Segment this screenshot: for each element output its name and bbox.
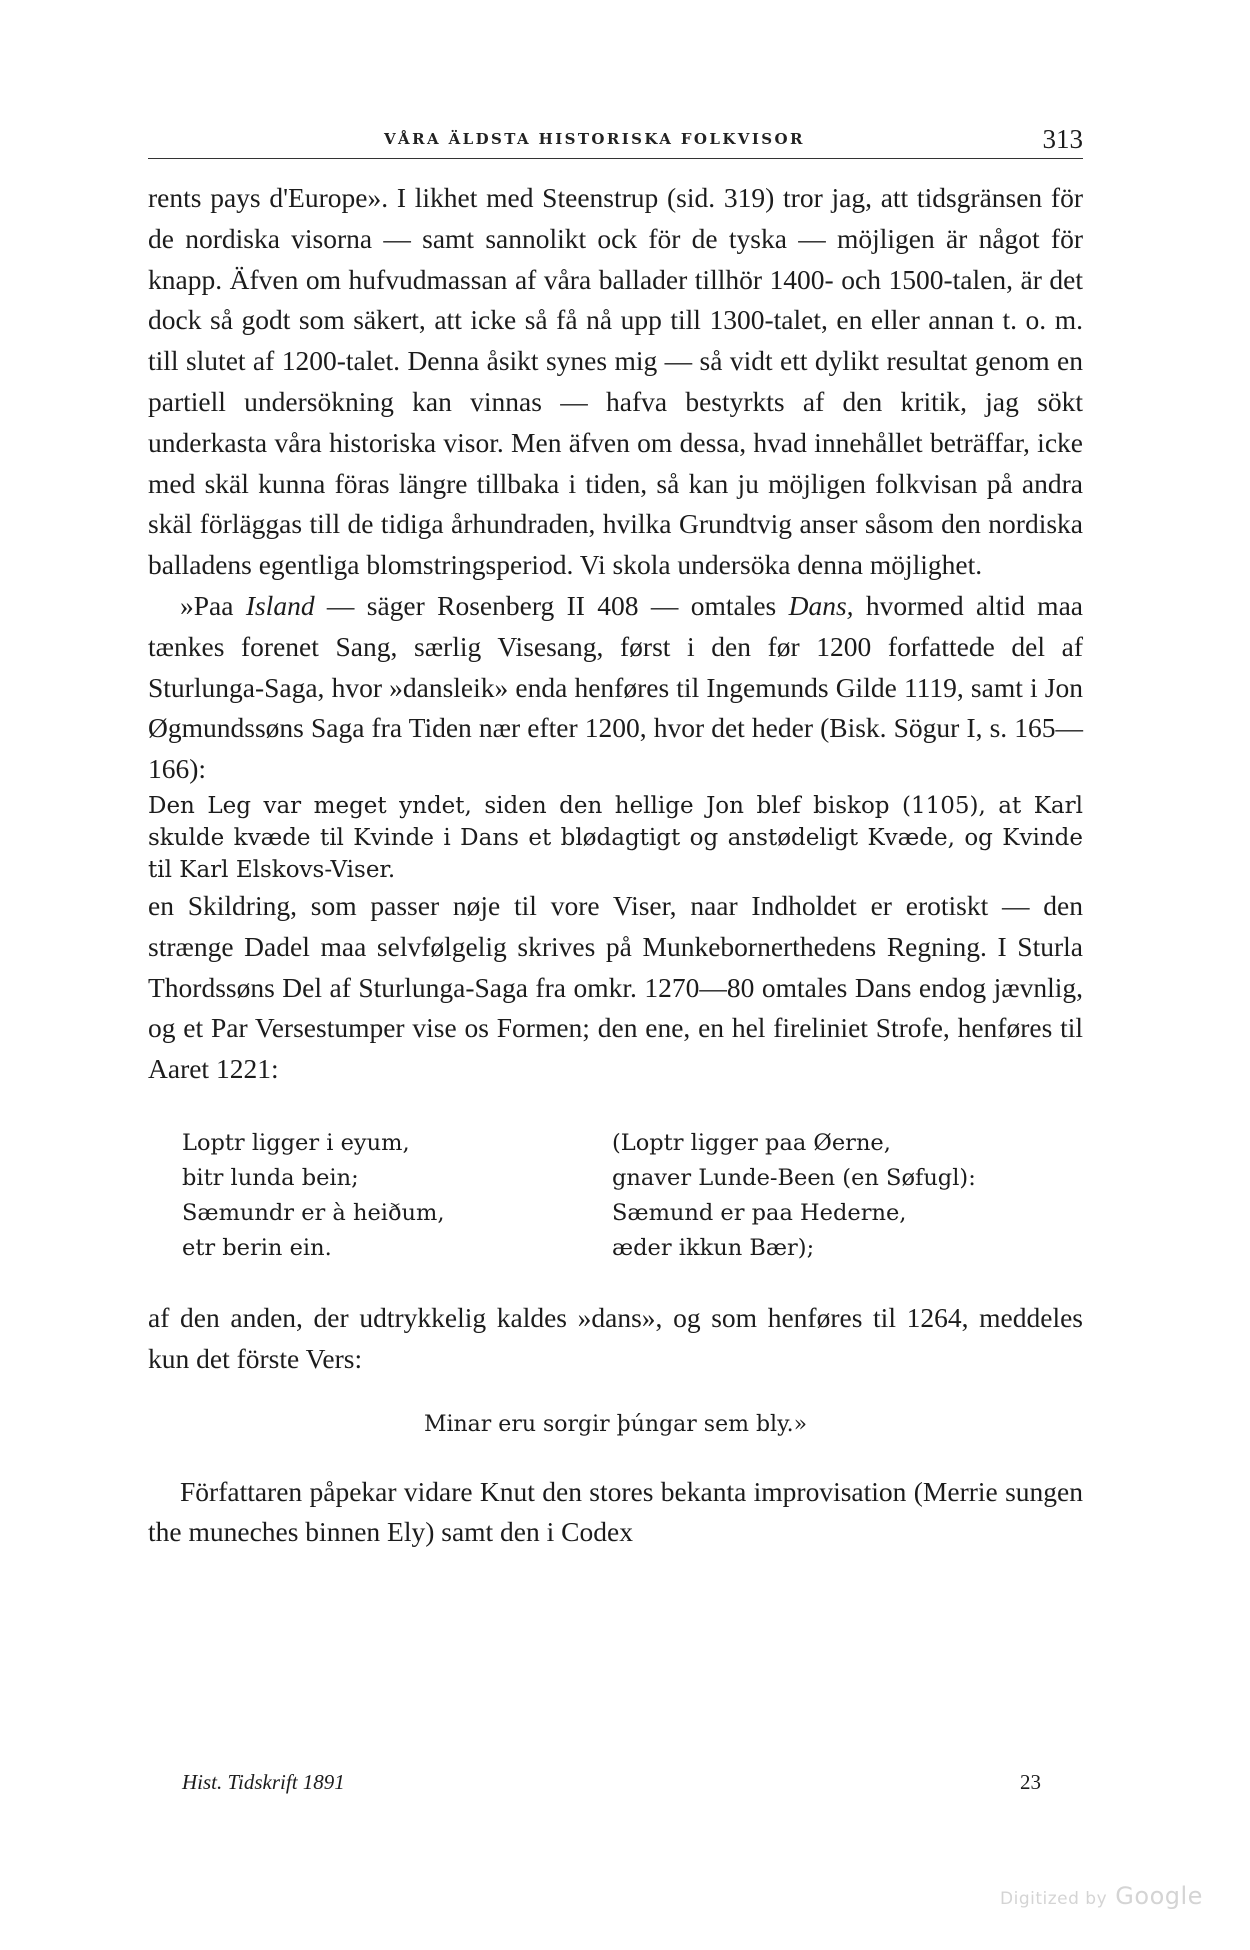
verse-line: bitr lunda bein; [182, 1164, 359, 1191]
watermark-prefix: Digitized by [1000, 1889, 1108, 1909]
verse-line: etr berin ein. [182, 1234, 332, 1261]
verse-line: Loptr ligger i eyum, [182, 1129, 410, 1156]
paragraph-1: rents pays d'Europe». I likhet med Steenstrup (sid. 319) tror jag, att tidsgränsen för de nordiska visorna — samt sannolikt ock för de tyska — möjligen är något för knapp. Äfven om hufvudmassan af våra ballader tillhör 1400- och 1500-talen, är det dock så godt som säkert, att icke så få nå upp till 1300-talet, en eller annan t. o. m. till slutet af 1200-talet. Denna åsikt synes mig — så vidt ett dylikt resultat genom en partiell undersökning kan vinnas — hafva bestyrkts af den kritik, jag sökt underkasta våra historiska visor. Men äfven om dessa, hvad innehållet beträffar, icke med skäl kunna föras längre tillbaka i tiden, så kan ju möjligen folkvisan på andra skäl förläggas till de tidiga århundraden, hvilka Grundtvig anser såsom den nordiska balladens egentliga blomstringsperiod. Vi skola undersöka denna möjlighet. [148, 182, 1083, 581]
paragraph-2-part-c: hvormed altid maa tænkes forenet Sang, særlig Visesang, først i den før 1200 forfattede del af Sturlunga-Saga, hvor »dansleik» enda henføres til Ingemunds Gilde 1119, samt i Jon Øgmundssøns Saga fra Tiden nær efter 1200, hvor det heder (Bisk. Sögur I, s. 165—166): [148, 589, 1083, 785]
running-header [148, 122, 1083, 159]
verse-line: Sæmundr er à heiðum, [182, 1199, 445, 1226]
page-footer [148, 1770, 1083, 1800]
journal-name: Hist. Tidskrift 1891 [182, 1770, 345, 1794]
verse-original [182, 1126, 612, 1266]
page-number: 313 [1042, 124, 1083, 154]
watermark-brand: Google [1115, 1882, 1203, 1910]
dans-italic: Dans, [788, 589, 854, 621]
verse-line: æder ikkun Bær); [612, 1234, 815, 1261]
paragraph-3: en Skildring, som passer nøje til vore Viser, naar Indholdet er erotiskt — den strænge Dadel maa selvfølgelig skrives på Munkebornerthedens Regning. I Sturla Thordssøns Del af Sturlunga-Saga fra omkr. 1270—80 omtales Dans endog jævnlig, og et Par Versestumper vise os Formen; den ene, en hel fireliniet Strofe, henføres til Aaret 1221: [148, 889, 1083, 1085]
google-watermark [1000, 1882, 1203, 1910]
running-title: VÅRA ÄLDSTA HISTORISKA FOLKVISOR [384, 130, 805, 148]
verse-single: Minar eru sorgir þúngar sem bly.» [423, 1411, 808, 1437]
body-text [148, 178, 1083, 1553]
island-italic: Island [245, 589, 315, 621]
verse-line: Sæmund er paa Hederne, [612, 1199, 907, 1226]
verse-block [182, 1126, 1083, 1266]
paragraph-4: af den anden, der udtrykkelig kaldes »dans», og som henføres til 1264, meddeles kun det förste Vers: [148, 1301, 1083, 1374]
verse-line: gnaver Lunde-Been (en Søfugl): [612, 1164, 976, 1191]
paragraph-5: Författaren påpekar vidare Knut den stores bekanta improvisation (Merrie sungen the muneches binnen Ely) samt den i Codex [148, 1475, 1083, 1548]
block-quote: Den Leg var meget yndet, siden den hellige Jon blef biskop (1105), at Karl skulde kvæde til Kvinde i Dans et blødagtigt og anstødeligt Kvæde, og Kvinde til Karl Elskovs-Viser. [148, 792, 1083, 883]
verse-translation [612, 1126, 1042, 1266]
paragraph-2-part-b: — säger Rosenberg II 408 — omtales [314, 589, 789, 621]
signature-mark: 23 [1020, 1770, 1041, 1794]
paragraph-2-part-a: »Paa [180, 589, 246, 621]
verse-line: (Loptr ligger paa Øerne, [612, 1129, 891, 1156]
paragraph-2 [148, 586, 1083, 790]
